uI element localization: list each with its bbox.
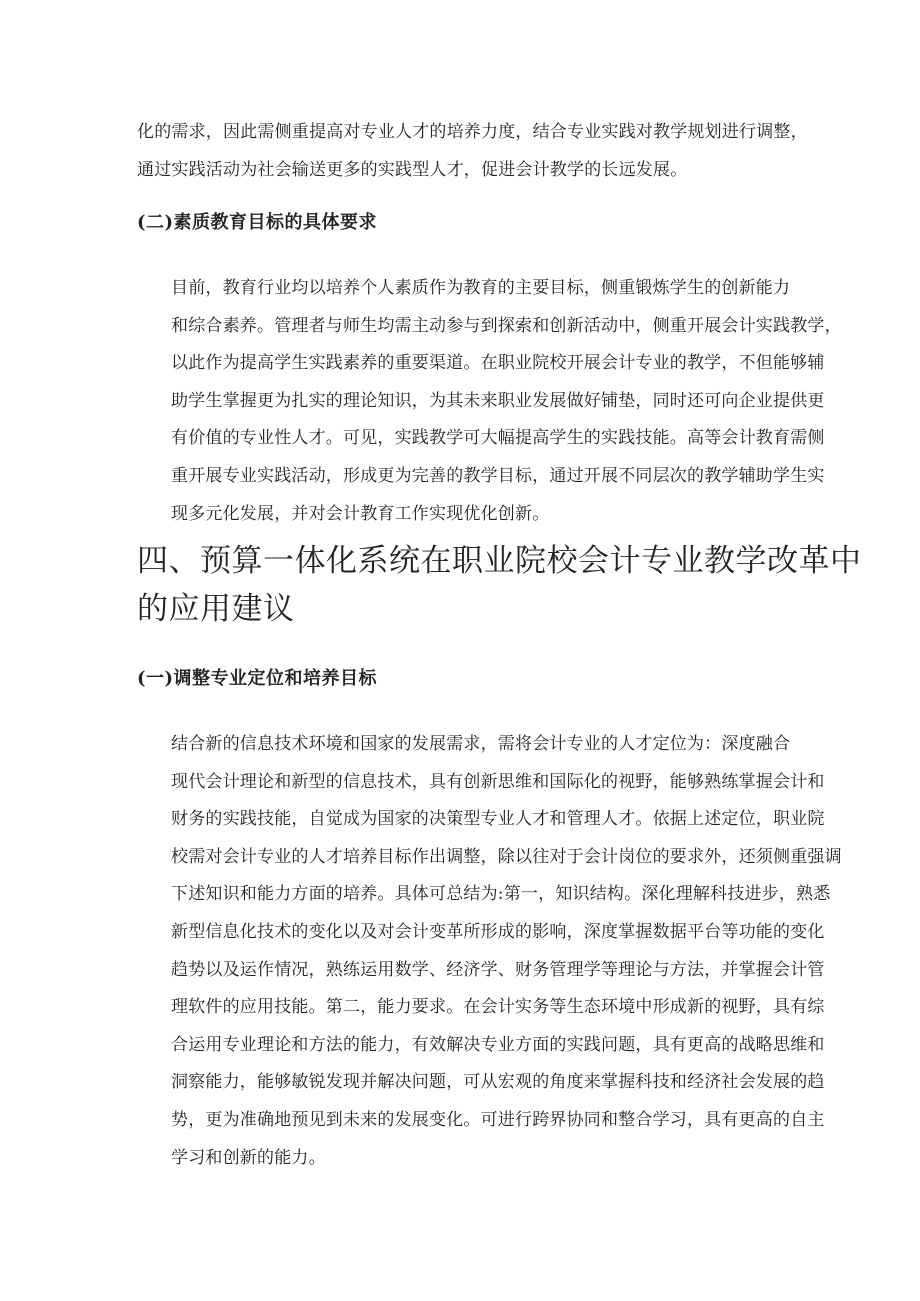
text-line: 合运用专业理论和方法的能力，有效解决专业方面的实践问题，具有更高的战略思维和 [171, 1034, 825, 1055]
text-line: 以此作为提高学生实践素养的重要渠道。在职业院校开展会计专业的教学，不但能够辅 [171, 353, 825, 374]
section-4-title [137, 537, 862, 633]
subsection-2-paragraph [137, 270, 842, 533]
text-line: 现代会计理论和新型的信息技术，具有创新思维和国际化的视野，能够熟练掌握会计和 [171, 771, 825, 792]
intro-paragraph [137, 114, 808, 189]
text-line: 目前，教育行业均以培养个人素质作为教育的主要目标，侧重锻炼学生的创新能力 [171, 278, 791, 298]
text-line: 助学生掌握更为扎实的理论知识，为其未来职业发展做好铺垫，同时还可向企业提供更 [171, 390, 825, 411]
text-line: 趋势以及运作情况，熟练运用数学、经济学、财务管理学等理论与方法，并掌握会计管 [171, 959, 825, 980]
subsection-1-heading: (一)调整专业定位和培养目标 [137, 668, 378, 689]
text-line: 理软件的应用技能。第二，能力要求。在会计实务等生态环境中形成新的视野，具有综 [171, 997, 825, 1018]
text-line: 通过实践活动为社会输送更多的实践型人才，促进会计教学的长远发展。 [137, 159, 688, 180]
text-line: 财务的实践技能，自觉成为国家的决策型专业人才和管理人才。依据上述定位，职业院 [171, 809, 825, 830]
text-line: 势，更为准确地预见到未来的发展变化。可进行跨界协同和整合学习，具有更高的自主 [171, 1109, 825, 1130]
text-line: 重开展专业实践活动，形成更为完善的教学目标，通过开展不同层次的教学辅助学生实 [171, 465, 825, 486]
text-line: 新型信息化技术的变化以及对会计变革所形成的影响，深度掌握数据平台等功能的变化 [171, 921, 825, 942]
text-line: 有价值的专业性人才。可见，实践教学可大幅提高学生的实践技能。高等会计教育需侧 [171, 428, 825, 449]
text-line: 结合新的信息技术环境和国家的发展需求，需将会计专业的人才定位为：深度融合 [171, 734, 791, 754]
text-line: 化的需求，因此需侧重提高对专业人才的培养力度，结合专业实践对教学规划进行调整， [137, 122, 808, 142]
text-line: 现多元化发展，并对会计教育工作实现优化创新。 [171, 503, 550, 524]
text-line: 和综合素养。管理者与师生均需主动参与到探索和创新活动中，侧重开展会计实践教学， [171, 315, 842, 336]
subsection-1-paragraph [137, 726, 842, 1177]
title-line: 的应用建议 [137, 591, 295, 627]
title-line: 四、预算一体化系统在职业院校会计专业教学改革中 [137, 543, 862, 579]
text-line: 校需对会计专业的人才培养目标作出调整，除以往对于会计岗位的要求外，还须侧重强调 [171, 846, 842, 867]
text-line: 洞察能力，能够敏锐发现并解决问题，可从宏观的角度来掌握科技和经济社会发展的趋 [171, 1072, 825, 1093]
text-line: 学习和创新的能力。 [171, 1147, 326, 1168]
text-line: 下述知识和能力方面的培养。具体可总结为:第一，知识结构。深化理解科技进步，熟悉 [171, 884, 831, 905]
subsection-2-heading: (二)素质教育目标的具体要求 [137, 212, 378, 233]
